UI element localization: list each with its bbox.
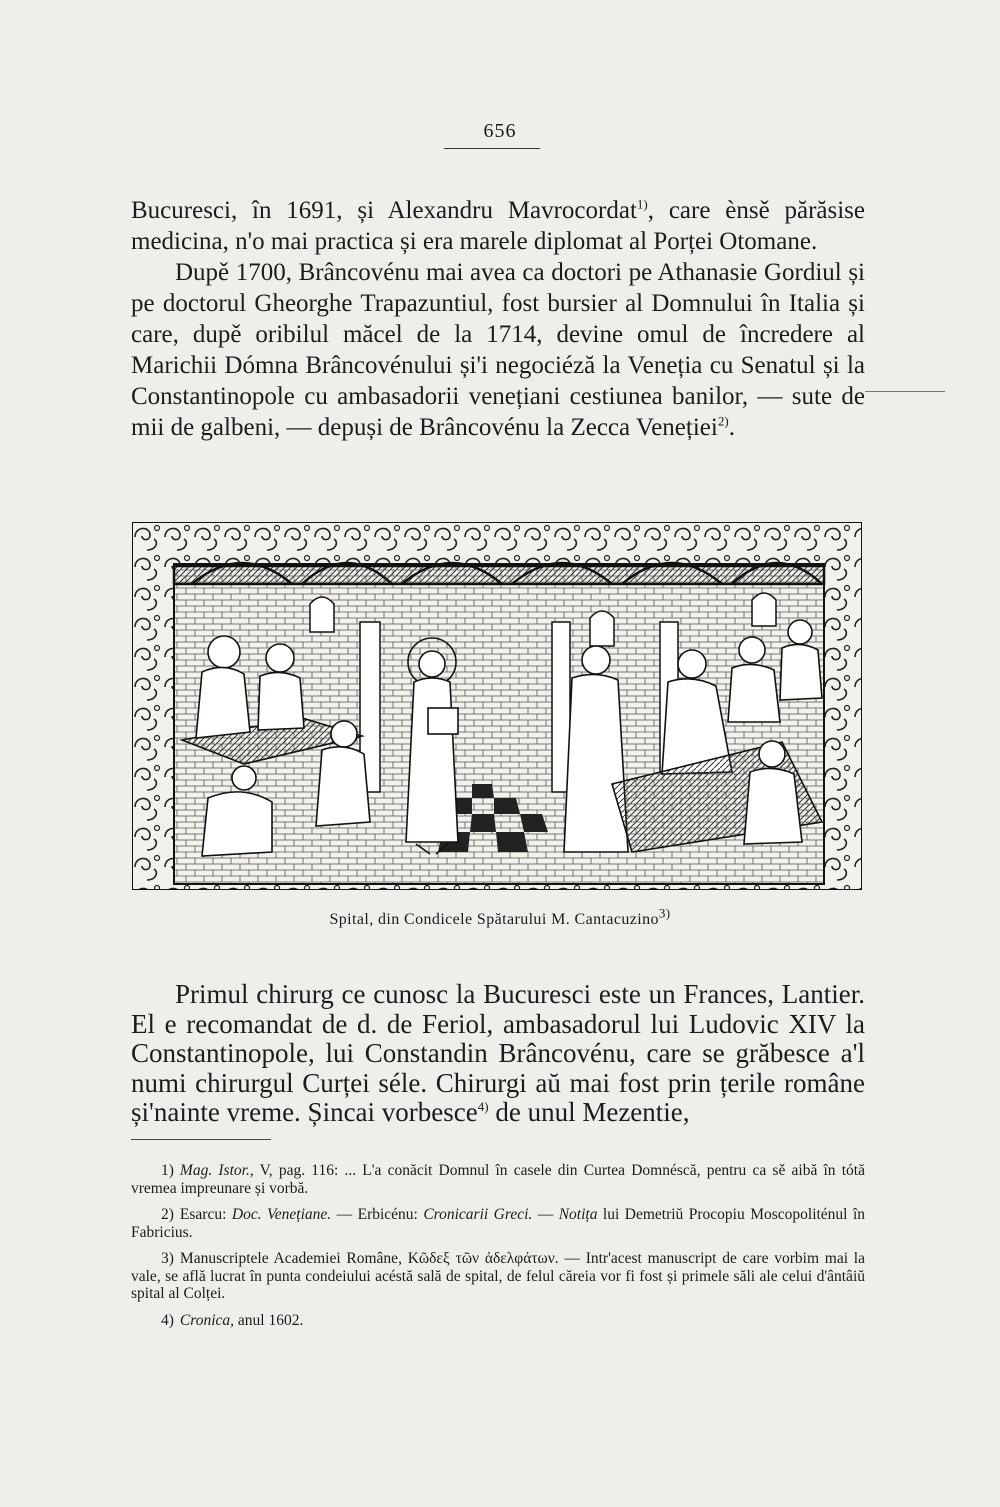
footnote-3-number: 3) xyxy=(161,1250,174,1267)
footnote-1-source: Mag. Istor., xyxy=(179,1162,254,1179)
footnote-2-source-1: Doc. Venețiane. xyxy=(231,1206,332,1223)
margin-mark xyxy=(865,391,945,392)
page-number-rule xyxy=(444,148,540,149)
footnote-1 xyxy=(131,1162,865,1197)
paragraph-3 xyxy=(131,980,865,1128)
footnote-2-text-a: Esarcu: xyxy=(179,1206,232,1223)
footnote-ref-1: 1) xyxy=(636,196,648,212)
paragraph-3-text-end: de unul Mezentie, xyxy=(488,1097,690,1127)
footnote-3 xyxy=(131,1250,865,1303)
footnote-ref-3: 3) xyxy=(658,905,671,921)
figure-caption-text: Spital, din Condicele Spătarului M. Cantacuzino xyxy=(329,911,659,928)
paragraph-1-text: Bucuresci, în 1691, și Alexandru Mavrocordat xyxy=(131,197,637,224)
paragraph-1-text-end: , care ènsě părăsise medicina, n'o mai practica și era marele diplomat al Porței Otomane. xyxy=(131,197,865,255)
footnote-2-source-3: Notița xyxy=(558,1206,598,1223)
footnote-rule xyxy=(131,1139,271,1140)
footnote-ref-2: 2) xyxy=(717,413,729,429)
footnote-1-number: 1) xyxy=(161,1162,174,1179)
hospital-engraving xyxy=(132,522,862,890)
paragraph-2-text-end: . xyxy=(728,414,735,441)
figure-caption xyxy=(0,905,1000,929)
footnote-4-number: 4) xyxy=(161,1311,174,1329)
footnote-2-text-c: — xyxy=(532,1206,559,1223)
footnote-2-number: 2) xyxy=(161,1206,174,1223)
footnote-4-source: Cronica, xyxy=(179,1311,235,1329)
paragraph-3-text: Primul chirurg ce cunosc la Bucuresci este un Frances, Lantier. El e recomandat de d. de Feriol, ambasadorul lui Ludovic XIV la Constantinopole, lui Constandin Brâncovénu, care se grăbesce a'l numi chirurgul Curței séle. Chirurgi aŭ mai fost prin țerile române și'nainte vreme. Șincai vorbesce xyxy=(131,979,865,1127)
footnote-ref-4: 4) xyxy=(477,1099,489,1114)
page-number: 656 xyxy=(483,120,517,142)
footnote-4 xyxy=(131,1312,865,1330)
hospital-illustration xyxy=(132,522,862,890)
footnote-1-text: V, pag. 116: ... L'a conăcit Domnul în casele din Curtea Domnéscă, pentru ca sě aibă în tótă vremea impreunare și vorbă. xyxy=(131,1162,865,1197)
footnote-2-source-2: Cronicarii Greci. xyxy=(423,1206,533,1223)
body-text-bottom xyxy=(131,980,865,1128)
footnote-3-text: Manuscriptele Academiei Române, Κῶδεξ τῶν ἀδελφάτων. — Intr'acest manuscript de care vorbim mai la vale, se află lucrat în punta condeiului acéstă sală de spital, de felul căreia vor fi fost și primele săli ale celui d'ântâiŭ spital al Colței. xyxy=(131,1250,865,1302)
footnotes xyxy=(131,1162,865,1338)
paragraph-2-text: Dupě 1700, Brâncovénu mai avea ca doctori pe Athanasie Gordiul și pe doctorul Gheorghe Trapazuntiul, fost bursier al Domnului în Italia și care, dupě oribilul măcel de la 1714, devine omul de încredere al Marichii Dómna Brâncovénului și'i negociéză la Veneția cu Senatul și la Constantinopole cu ambasadorii venețiani cestiunea banilor, — sute de mii de galbeni, — depuși de Brâncovénu la Zecca Veneției xyxy=(131,259,865,441)
paragraph-2 xyxy=(131,257,865,443)
footnote-4-text: anul 1602. xyxy=(234,1311,304,1329)
body-text-top xyxy=(131,195,865,443)
footnote-2-text-b: — Erbicénu: xyxy=(331,1206,424,1223)
footnote-2 xyxy=(131,1206,865,1241)
footnote-2-text-d: lui Demetriŭ Procopiu Moscopoliténul în Fabricius. xyxy=(131,1206,866,1241)
paragraph-1 xyxy=(131,195,865,257)
